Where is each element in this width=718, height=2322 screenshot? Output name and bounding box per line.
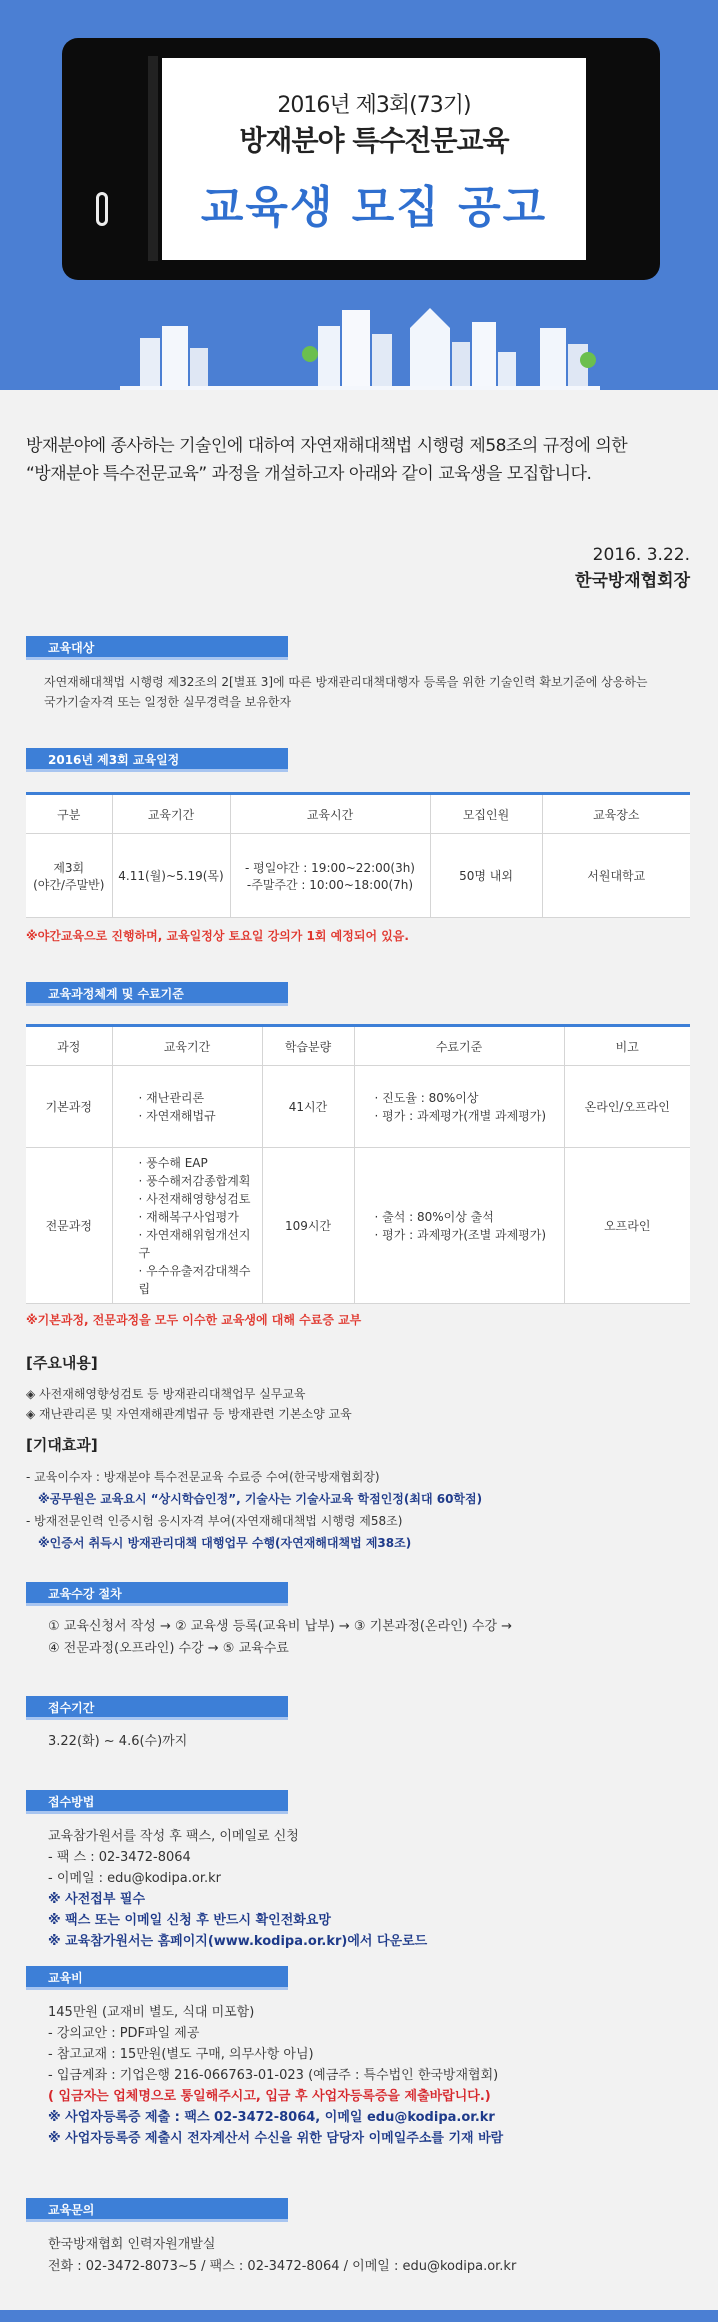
section-method: 접수방법 — [26, 1790, 288, 1814]
table-row: 전문과정 · 풍수해 EAP · 풍수해저감종합계획 · 사전재해영향성검토 · 재해복구사업평가 · 자연재해위험개선지구 · 우수유출저감대책수립 109시간 · 출석 : 80%이상 출석 · 평가 : 과제평가(조별 과제평가) 오프라인 — [26, 1148, 690, 1304]
section-fee: 교육비 — [26, 1966, 288, 1990]
section-period: 접수기간 — [26, 1696, 288, 1720]
tablet-home-button-icon — [96, 192, 108, 226]
table-row: 제3회 (야간/주말반) 4.11(월)~5.19(목) - 평일야간 : 19:00~22:00(3h) -주말주간 : 10:00~18:00(7h) 50명 내외 서원대학교 — [26, 834, 690, 918]
section-target: 교육대상 — [26, 636, 288, 660]
table-row: 기본과정 · 재난관리론 · 자연재해법규 41시간 · 진도율 : 80%이상 · 평가 : 과제평가(개별 과제평가) 온라인/오프라인 — [26, 1066, 690, 1148]
main-content-list: ◈ 사전재해영향성검토 등 방재관리대책업무 실무교육 ◈ 재난관리론 및 자연재해관계법규 등 방재관련 기본소양 교육 — [26, 1387, 352, 1421]
curriculum-table — [26, 1024, 690, 1304]
section-contact: 교육문의 — [26, 2198, 288, 2222]
footer-strip — [0, 2310, 718, 2322]
fee-list: 145만원 (교재비 별도, 식대 미포함) - 강의교안 : PDF파일 제공 - 참고교재 : 15만원(별도 구매, 의무사항 아님) - 입금계좌 : 기업은행 216-066763-01-023 (예금주 : 특수법인 한국방재협회) ( 입금자는 업체명으로 통일해주시고, 입금 후 사업자등록증을 제출바랍니다.) ※ 사업자등록증 제출 : 팩스 02-3472-8064, 이메일 edu@kodipa.or.kr ※ 사업자등록증 제출시 전자계산서 수신을 위한 담당자 이메일주소를 기재 바람 — [48, 2005, 504, 2146]
intro-text: 방재분야에 종사하는 기술인에 대하여 자연재해대책법 시행령 제58조의 규정에 의한 “방재분야 특수전문교육” 과정을 개설하고자 아래와 같이 교육생을 모집합니다. — [26, 436, 628, 484]
table-header-row: 구분 교육기간 교육시간 모집인원 교육장소 — [26, 794, 690, 834]
schedule-note: ※야간교육으로 진행하며, 교육일정상 토요일 강의가 1회 예정되어 있음. — [26, 929, 409, 943]
tablet-illustration — [62, 38, 660, 280]
section-procedure: 교육수강 절차 — [26, 1582, 288, 1606]
notice-date: 2016. 3.22. 한국방재협회장 — [575, 542, 690, 594]
schedule-table — [26, 792, 690, 918]
issuer: 한국방재협회장 — [575, 571, 690, 591]
target-text: 자연재해대책법 시행령 제32조의 2[별표 3]에 따른 방재관리대책대행자 등록을 위한 기술인력 확보기준에 상응하는 국가기술자격 또는 일정한 실무경력을 보유한자 — [44, 675, 648, 709]
contact-info: 한국방재협회 인력자원개발실 전화 : 02-3472-8073~5 / 팩스 : 02-3472-8064 / 이메일 : edu@kodipa.or.kr — [48, 2237, 517, 2274]
hero-subtitle: 2016년 제3회(73기) — [277, 93, 471, 118]
tablet-screen — [162, 58, 586, 260]
table-header-row: 과정 교육기간 학습분량 수료기준 비고 — [26, 1026, 690, 1066]
section-curriculum: 교육과정체계 및 수료기준 — [26, 982, 288, 1006]
city-skyline-icon — [0, 298, 718, 390]
curriculum-note: ※기본과정, 전문과정을 모두 이수한 교육생에 대해 수료증 교부 — [26, 1313, 362, 1327]
notice-body — [0, 390, 718, 2310]
section-schedule: 2016년 제3회 교육일정 — [26, 748, 288, 772]
method-list: 교육참가원서를 작성 후 팩스, 이메일로 신청 - 팩 스 : 02-3472-8064 - 이메일 : edu@kodipa.or.kr ※ 사전접부 필수 ※ 팩스 또는 이메일 신청 후 반드시 확인전화요망 ※ 교육참가원서는 홈페이지(www.kodipa.or.kr)에서 다운로드 — [48, 1829, 428, 1949]
procedure-steps: ① 교육신청서 작성 → ② 교육생 등록(교육비 납부) → ③ 기본과정(온라인) 수강 → ④ 전문과정(오프라인) 수강 → ⑤ 교육수료 — [48, 1619, 513, 1656]
hero-title: 교육생 모집 공고 — [200, 182, 548, 233]
effects-list: - 교육이수자 : 방재분야 특수전문교육 수료증 수여(한국방재협회장) ※공무원은 교육요시 “상시학습인정”, 기술사는 기술사교육 학점인정(최대 60학점) - 방재전문인력 인증시험 응시자격 부여(자연재해대책법 시행령 제58조) ※인증서 취득시 방재관리대책 대행업무 수행(자연재해대책법 제38조) — [26, 1470, 483, 1550]
hero-program-title: 방재분야 특수전문교육 — [239, 124, 509, 157]
main-content-title: [주요내용] — [26, 1354, 98, 1372]
hero-banner — [0, 0, 718, 390]
period-text: 3.22(화) ~ 4.6(수)까지 — [48, 1734, 188, 1749]
effects-title: [기대효과] — [26, 1436, 98, 1454]
